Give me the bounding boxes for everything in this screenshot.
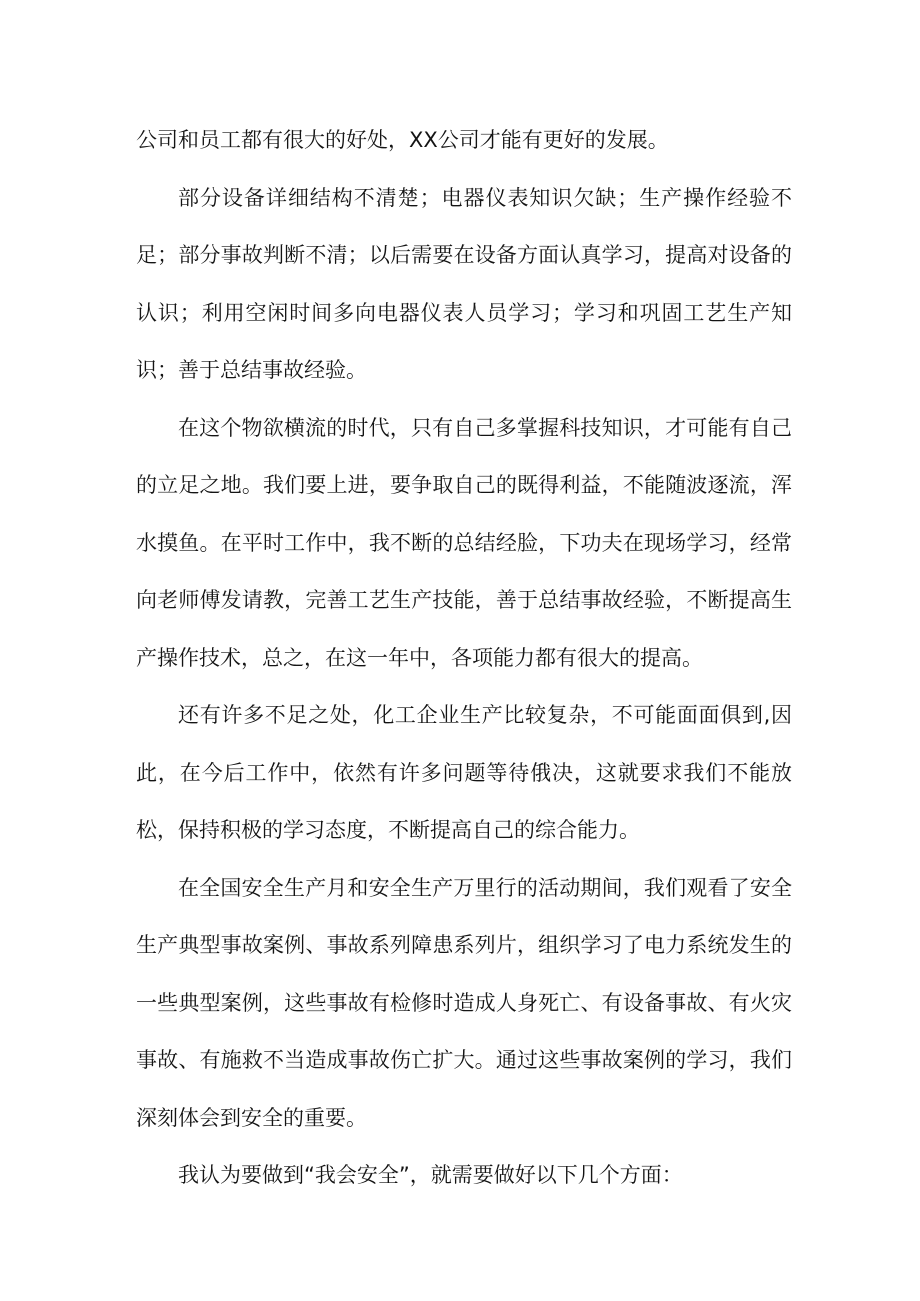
paragraph-2: 部分设备详细结构不清楚；电器仪表知识欠缺；生产操作经验不足；部分事故判断不清；以后需要在设备方面认真学习，提高对设备的认识；利用空闲时间多向电器仪表人员学习；学习和巩固工艺生产知识；善于总结事故经验。 <box>136 185 792 382</box>
paragraph-5: 在全国安全生产月和安全生产万里行的活动期间，我们观看了安全生产典型事故案例、事故系列障患系列片，组织学习了电力系统发生的一些典型案例，这些事故有检修时造成人身死亡、有设备事故、有火灾事故、有施救不当造成事故伤亡扩大。通过这些事故案例的学习，我们深刻体会到安全的重要。 <box>136 875 792 1130</box>
paragraph-1: 公司和员工都有很大的好处，XX公司才能有更好的发展。 <box>136 128 669 152</box>
paragraph-3: 在这个物欲横流的时代，只有自己多掌握科技知识，才可能有自己的立足之地。我们要上进，要争取自己的既得利益，不能随波逐流，浑水摸鱼。在平时工作中，我不断的总结经脸，下功夫在现场学习，经常向老师傅发请教，完善工艺生产技能，善于总结事故经验，不断提高生产操作技术，总之，在这一年中，各项能力都有很大的提高。 <box>136 415 792 670</box>
paragraph-6: 我认为要做到“我会安全”，就需要做好以下几个方面： <box>178 1163 683 1187</box>
document-body <box>136 112 792 1205</box>
paragraph-4: 还有许多不足之处，化工企业生产比较复杂，不可能面面俱到,因此，在今后工作中，依然有许多问题等待俄决，这就要求我们不能放松，保持积极的学习态度，不断提高自己的综合能力。 <box>136 703 792 842</box>
